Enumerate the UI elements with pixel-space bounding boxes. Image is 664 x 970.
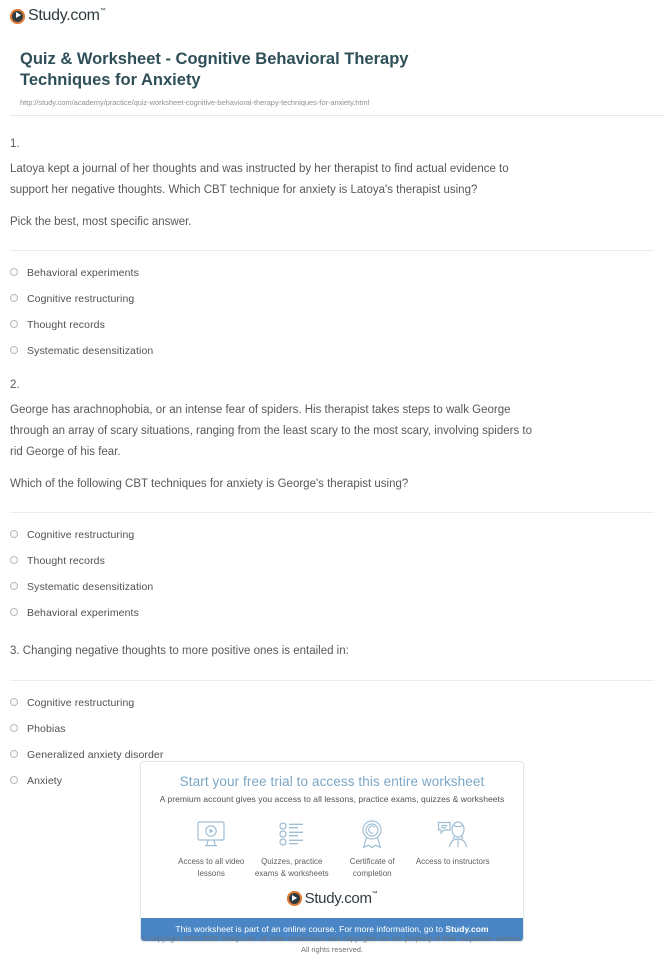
answer-label: Thought records [27, 318, 105, 331]
answer-label: Generalized anxiety disorder [27, 749, 164, 762]
answer-option[interactable] [10, 749, 654, 761]
answer-label: Cognitive restructuring [27, 528, 135, 541]
answer-label: Phobias [27, 723, 66, 736]
answer-option[interactable] [10, 581, 654, 593]
play-circle-icon [287, 891, 302, 906]
promo-banner-text: This worksheet is part of an online course. For more information, go to [175, 924, 446, 935]
logo-name: Study [304, 890, 341, 908]
perk-label: Access to instructors [415, 857, 490, 866]
question-subtext: Which of the following CBT techniques for anxiety is George's therapist using? [10, 478, 409, 491]
answer-label: Cognitive restructuring [27, 292, 135, 305]
question-number: 2. [10, 378, 20, 391]
answer-option[interactable] [10, 319, 654, 331]
promo-perks [171, 817, 493, 879]
answer-option[interactable] [10, 267, 654, 279]
answers-divider [10, 512, 654, 513]
logo-suffix: .com [340, 890, 372, 908]
answer-option[interactable] [10, 697, 654, 709]
answer-label: Systematic desensitization [27, 344, 154, 357]
logo-text [28, 8, 105, 24]
logo-text [305, 891, 378, 906]
page-url: http://study.com/academy/practice/quiz-worksheet-cognitive-behavioral-therapy-techniques-for-anxiety.html [20, 97, 370, 107]
question-block [10, 138, 654, 357]
answer-label: Thought records [27, 554, 105, 567]
answer-options [10, 267, 654, 357]
promo-content [141, 762, 523, 918]
radio-button-icon[interactable] [10, 294, 18, 302]
promo-study-com-logo[interactable] [155, 891, 509, 910]
copyright-footer [0, 933, 664, 956]
play-circle-icon [10, 9, 25, 24]
logo-name: Study [28, 7, 67, 24]
perk-item [171, 817, 252, 879]
logo-suffix: .com [66, 7, 100, 24]
copyright-line-2: All rights reserved. [300, 945, 364, 955]
question-subtext: Pick the best, most specific answer. [10, 216, 192, 229]
radio-button-icon[interactable] [10, 608, 18, 616]
trademark-symbol: ™ [371, 891, 378, 898]
answer-label: Behavioral experiments [27, 606, 139, 619]
question-block [10, 379, 654, 619]
answers-divider [10, 680, 654, 681]
radio-button-icon[interactable] [10, 556, 18, 564]
answer-options [10, 529, 654, 619]
answer-option[interactable] [10, 345, 654, 357]
perk-label: Quizzes, practice exams & worksheets [254, 857, 329, 878]
answer-label: Behavioral experiments [27, 266, 139, 279]
question-text: 3. Changing negative thoughts to more positive ones is entailed in: [10, 644, 349, 657]
answer-label: Cognitive restructuring [27, 697, 135, 710]
answer-label: Anxiety [27, 775, 63, 788]
award-ribbon-icon [332, 817, 413, 851]
perk-item [413, 817, 494, 879]
answer-label: Systematic desensitization [27, 580, 154, 593]
trademark-symbol: ™ [99, 8, 106, 14]
promo-subtitle: A premium account gives you access to all lessons, practice exams, quizzes & worksheets [159, 794, 505, 804]
monitor-play-icon [171, 817, 252, 851]
question-text: George has arachnophobia, or an intense fear of spiders. His therapist takes steps to walk George through an array of scary situations, ranging from the least scary to the most scary, involving spiders to rid George of his fear. [10, 403, 532, 459]
question-number: 1. [10, 137, 20, 150]
radio-button-icon[interactable] [10, 750, 18, 758]
questions-container [0, 138, 664, 787]
promo-title: Start your free trial to access this entire worksheet [179, 774, 485, 789]
checklist-icon [252, 817, 333, 851]
answers-divider [10, 250, 654, 251]
radio-button-icon[interactable] [10, 268, 18, 276]
radio-button-icon[interactable] [10, 724, 18, 732]
radio-button-icon[interactable] [10, 346, 18, 354]
answer-option[interactable] [10, 723, 654, 735]
answer-option[interactable] [10, 529, 654, 541]
perk-item [252, 817, 333, 879]
answer-option[interactable] [10, 555, 654, 567]
promo-banner-link[interactable]: Study.com [445, 924, 489, 935]
study-com-logo[interactable] [10, 8, 105, 24]
free-trial-promo-card[interactable] [140, 761, 524, 942]
radio-button-icon[interactable] [10, 776, 18, 784]
page-header [0, 0, 664, 116]
radio-button-icon[interactable] [10, 530, 18, 538]
page-title: Quiz & Worksheet - Cognitive Behavioral Therapy Techniques for Anxiety [20, 49, 409, 89]
perk-label: Certificate of completion [349, 857, 395, 878]
copyright-line-1: © copyright 2003-2015 Study.com. All other trademarks and copyrights are the property of their respective owners. [142, 934, 522, 943]
perk-label: Access to all video lessons [178, 857, 245, 878]
radio-button-icon[interactable] [10, 320, 18, 328]
perk-item [332, 817, 413, 879]
instructor-chat-icon [413, 817, 494, 851]
question-text: Latoya kept a journal of her thoughts and was instructed by her therapist to find actual evidence to support her negative thoughts. Which CBT technique for anxiety is Latoya's therapist using? [10, 162, 509, 196]
answer-option[interactable] [10, 293, 654, 305]
radio-button-icon[interactable] [10, 698, 18, 706]
header-divider [10, 115, 664, 116]
radio-button-icon[interactable] [10, 582, 18, 590]
answer-option[interactable] [10, 607, 654, 619]
